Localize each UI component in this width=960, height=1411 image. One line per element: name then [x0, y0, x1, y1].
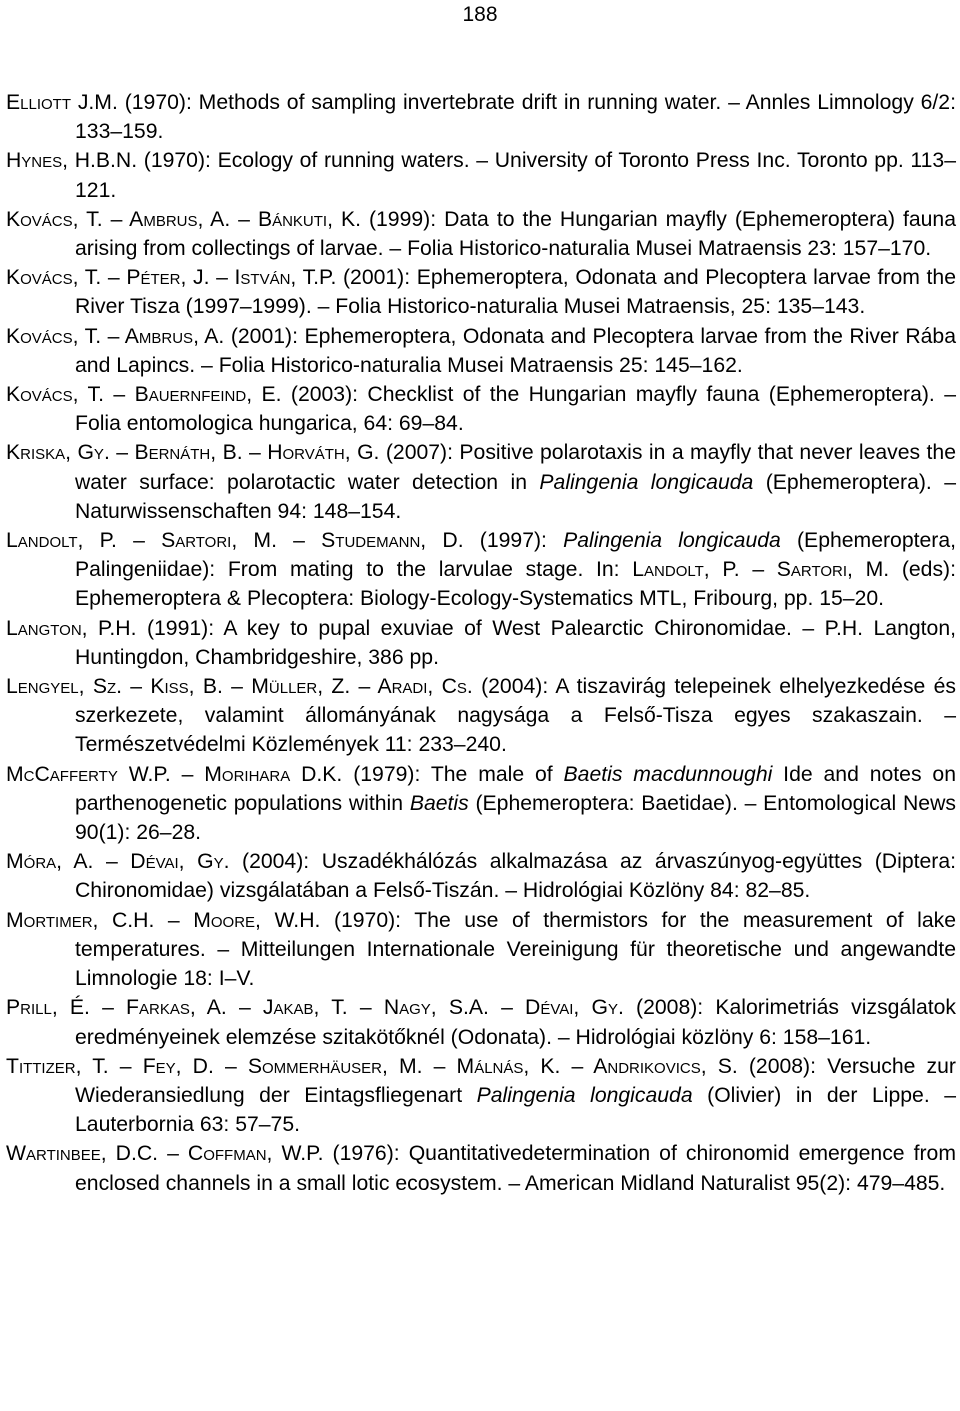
reference-text: (2004): Uszadékhálózás alkalmazása az árvaszúnyog-együttes (Diptera: Chironomidae) vizsgálatában a Felső-Tiszán. – Hidrológiai Közlöny 84: 82–85.	[75, 850, 956, 903]
reference-authors: Elliott J.M.	[6, 91, 118, 114]
reference-authors: Tittizer, T. – Fey, D. – Sommerhäuser, M. – Málnás, K. – Andrikovics, S.	[6, 1054, 738, 1078]
reference-authors: Kovács, T. – Ambrus, A. – Bánkuti, K.	[6, 207, 361, 231]
reference-authors: Mortimer, C.H. – Moore, W.H.	[6, 908, 321, 932]
reference-authors: Landolt, P. – Sartori, M. – Studemann, D.	[6, 529, 464, 553]
reference-authors: Kovács, T. – Bauernfeind, E.	[6, 383, 282, 407]
reference-entry	[6, 88, 956, 146]
reference-authors: Kriska, Gy. – Bernáth, B. – Horváth, G.	[6, 441, 380, 465]
reference-authors: Langton, P.H.	[6, 616, 137, 640]
reference-entry	[6, 993, 956, 1051]
reference-entry	[6, 672, 956, 760]
reference-text: (Olivier) in der Lippe. – Lauterbornia 63: 57–75.	[75, 1083, 957, 1137]
reference-entry	[6, 1052, 956, 1140]
reference-taxon: Baetis macdunnoughi	[563, 762, 773, 786]
reference-entry	[6, 847, 956, 905]
reference-taxon: Palingenia longicauda	[563, 529, 781, 553]
reference-text: (1976): Quantitativedetermination of chironomid emergence from enclosed channels in a small lotic ecosystem. – American Midland Naturalist 95(2): 479–485.	[75, 1142, 956, 1195]
reference-entry	[6, 205, 956, 263]
reference-authors: Lengyel, Sz. – Kiss, B. – Müller, Z. – Aradi, Cs.	[6, 675, 473, 699]
reference-entry	[6, 380, 956, 438]
reference-text: (2001): Ephemeroptera, Odonata and Plecoptera larvae from the River Tisza (1997–1999). – Folia Historico-naturalia Musei Matraensis, 25: 135–143.	[75, 266, 956, 319]
reference-text: (1991): A key to pupal exuviae of West Palearctic Chironomidae. – P.H. Langton, Huntingdon, Chambridgeshire, 386 pp.	[75, 616, 956, 669]
reference-entry	[6, 526, 956, 614]
reference-text: (1979): The male of	[342, 762, 564, 786]
reference-text: (1997):	[463, 529, 564, 553]
reference-taxon: Palingenia longicauda	[539, 470, 754, 494]
reference-text: (1970): Ecology of running waters. – University of Toronto Press Inc. Toronto pp. 113–121.	[75, 149, 956, 202]
reference-text: (2008): Versuche zur Wiederansiedlung der Eintagsfliegenart	[75, 1054, 956, 1107]
reference-text: (2007): Positive polarotaxis in a mayfly that never leaves the water surface: polarotactic water detection in	[75, 441, 956, 494]
reference-entry	[6, 438, 956, 526]
reference-text: (2003): Checklist of the Hungarian mayfly fauna (Ephemeroptera). – Folia entomologica hungarica, 64: 69–84.	[75, 383, 956, 436]
reference-text: (2004): A tiszavirág telepeinek elhelyezkedése és szerkezete, valamint állományának nagysága a Felső-Tisza egyes szakaszain. – Természetvédelmi Közlemények 11: 233–240.	[75, 675, 956, 757]
reference-authors: McCafferty W.P. – Morihara D.K.	[6, 762, 343, 786]
reference-entry	[6, 614, 956, 672]
reference-authors: Wartinbee, D.C. – Coffman, W.P.	[6, 1142, 324, 1166]
reference-authors: Hynes, H.B.N.	[6, 149, 138, 173]
reference-text: (2008): Kalorimetriás vizsgálatok eredményeinek elemzése szitakötőknél (Odonata). – Hidrológiai közlöny 6: 158–161.	[75, 996, 956, 1049]
reference-entry	[6, 1139, 956, 1197]
reference-text: (1999): Data to the Hungarian mayfly (Ephemeroptera) fauna arising from collectings of larvae. – Folia Historico-naturalia Musei Matraensis 23: 157–170.	[75, 207, 957, 261]
reference-taxon: Baetis	[409, 791, 469, 815]
reference-list	[6, 88, 956, 1198]
reference-entry	[6, 146, 956, 204]
reference-authors: Kovács, T. – Ambrus, A.	[6, 324, 225, 348]
reference-entry	[6, 263, 956, 321]
reference-text: (Ephemeroptera, Palingeniidae): From mating to the larvulae stage. In:	[75, 529, 956, 582]
reference-authors: Móra, A. – Dévai, Gy.	[6, 850, 230, 874]
reference-taxon: Palingenia longicauda	[476, 1083, 693, 1107]
reference-text: (eds): Ephemeroptera & Plecoptera: Biology-Ecology-Systematics MTL, Fribourg, pp. 15–20.	[75, 558, 956, 611]
reference-text: (2001): Ephemeroptera, Odonata and Plecoptera larvae from the River Rába and Lapincs. – Folia Historico-naturalia Musei Matraensis 25: 145–162.	[75, 324, 956, 377]
reference-text: (Ephemeroptera: Baetidae). – Entomological News 90(1): 26–28.	[75, 791, 956, 845]
reference-entry	[6, 760, 956, 848]
reference-text: (1970): The use of thermistors for the measurement of lake temperatures. – Mitteilungen Internationale Vereinigung für theoretische und angewandte Limnologie 18: I–V.	[75, 908, 956, 991]
reference-entry	[6, 906, 956, 994]
reference-text: (Ephemeroptera). – Naturwissenschaften 94: 148–154.	[75, 470, 957, 523]
reference-text: Ide and notes on parthenogenetic populations within	[75, 762, 957, 815]
reference-text: (1970): Methods of sampling invertebrate drift in running water. – Annles Limnology 6/2: 133–159.	[75, 91, 956, 144]
reference-authors: Landolt, P. – Sartori, M.	[632, 558, 890, 582]
page-number: 188	[462, 3, 498, 26]
reference-entry	[6, 322, 956, 380]
reference-authors: Prill, É. – Farkas, A. – Jakab, T. – Nagy, S.A. – Dévai, Gy.	[6, 996, 624, 1020]
reference-authors: Kovács, T. – Péter, J. – István, T.P.	[6, 266, 337, 290]
